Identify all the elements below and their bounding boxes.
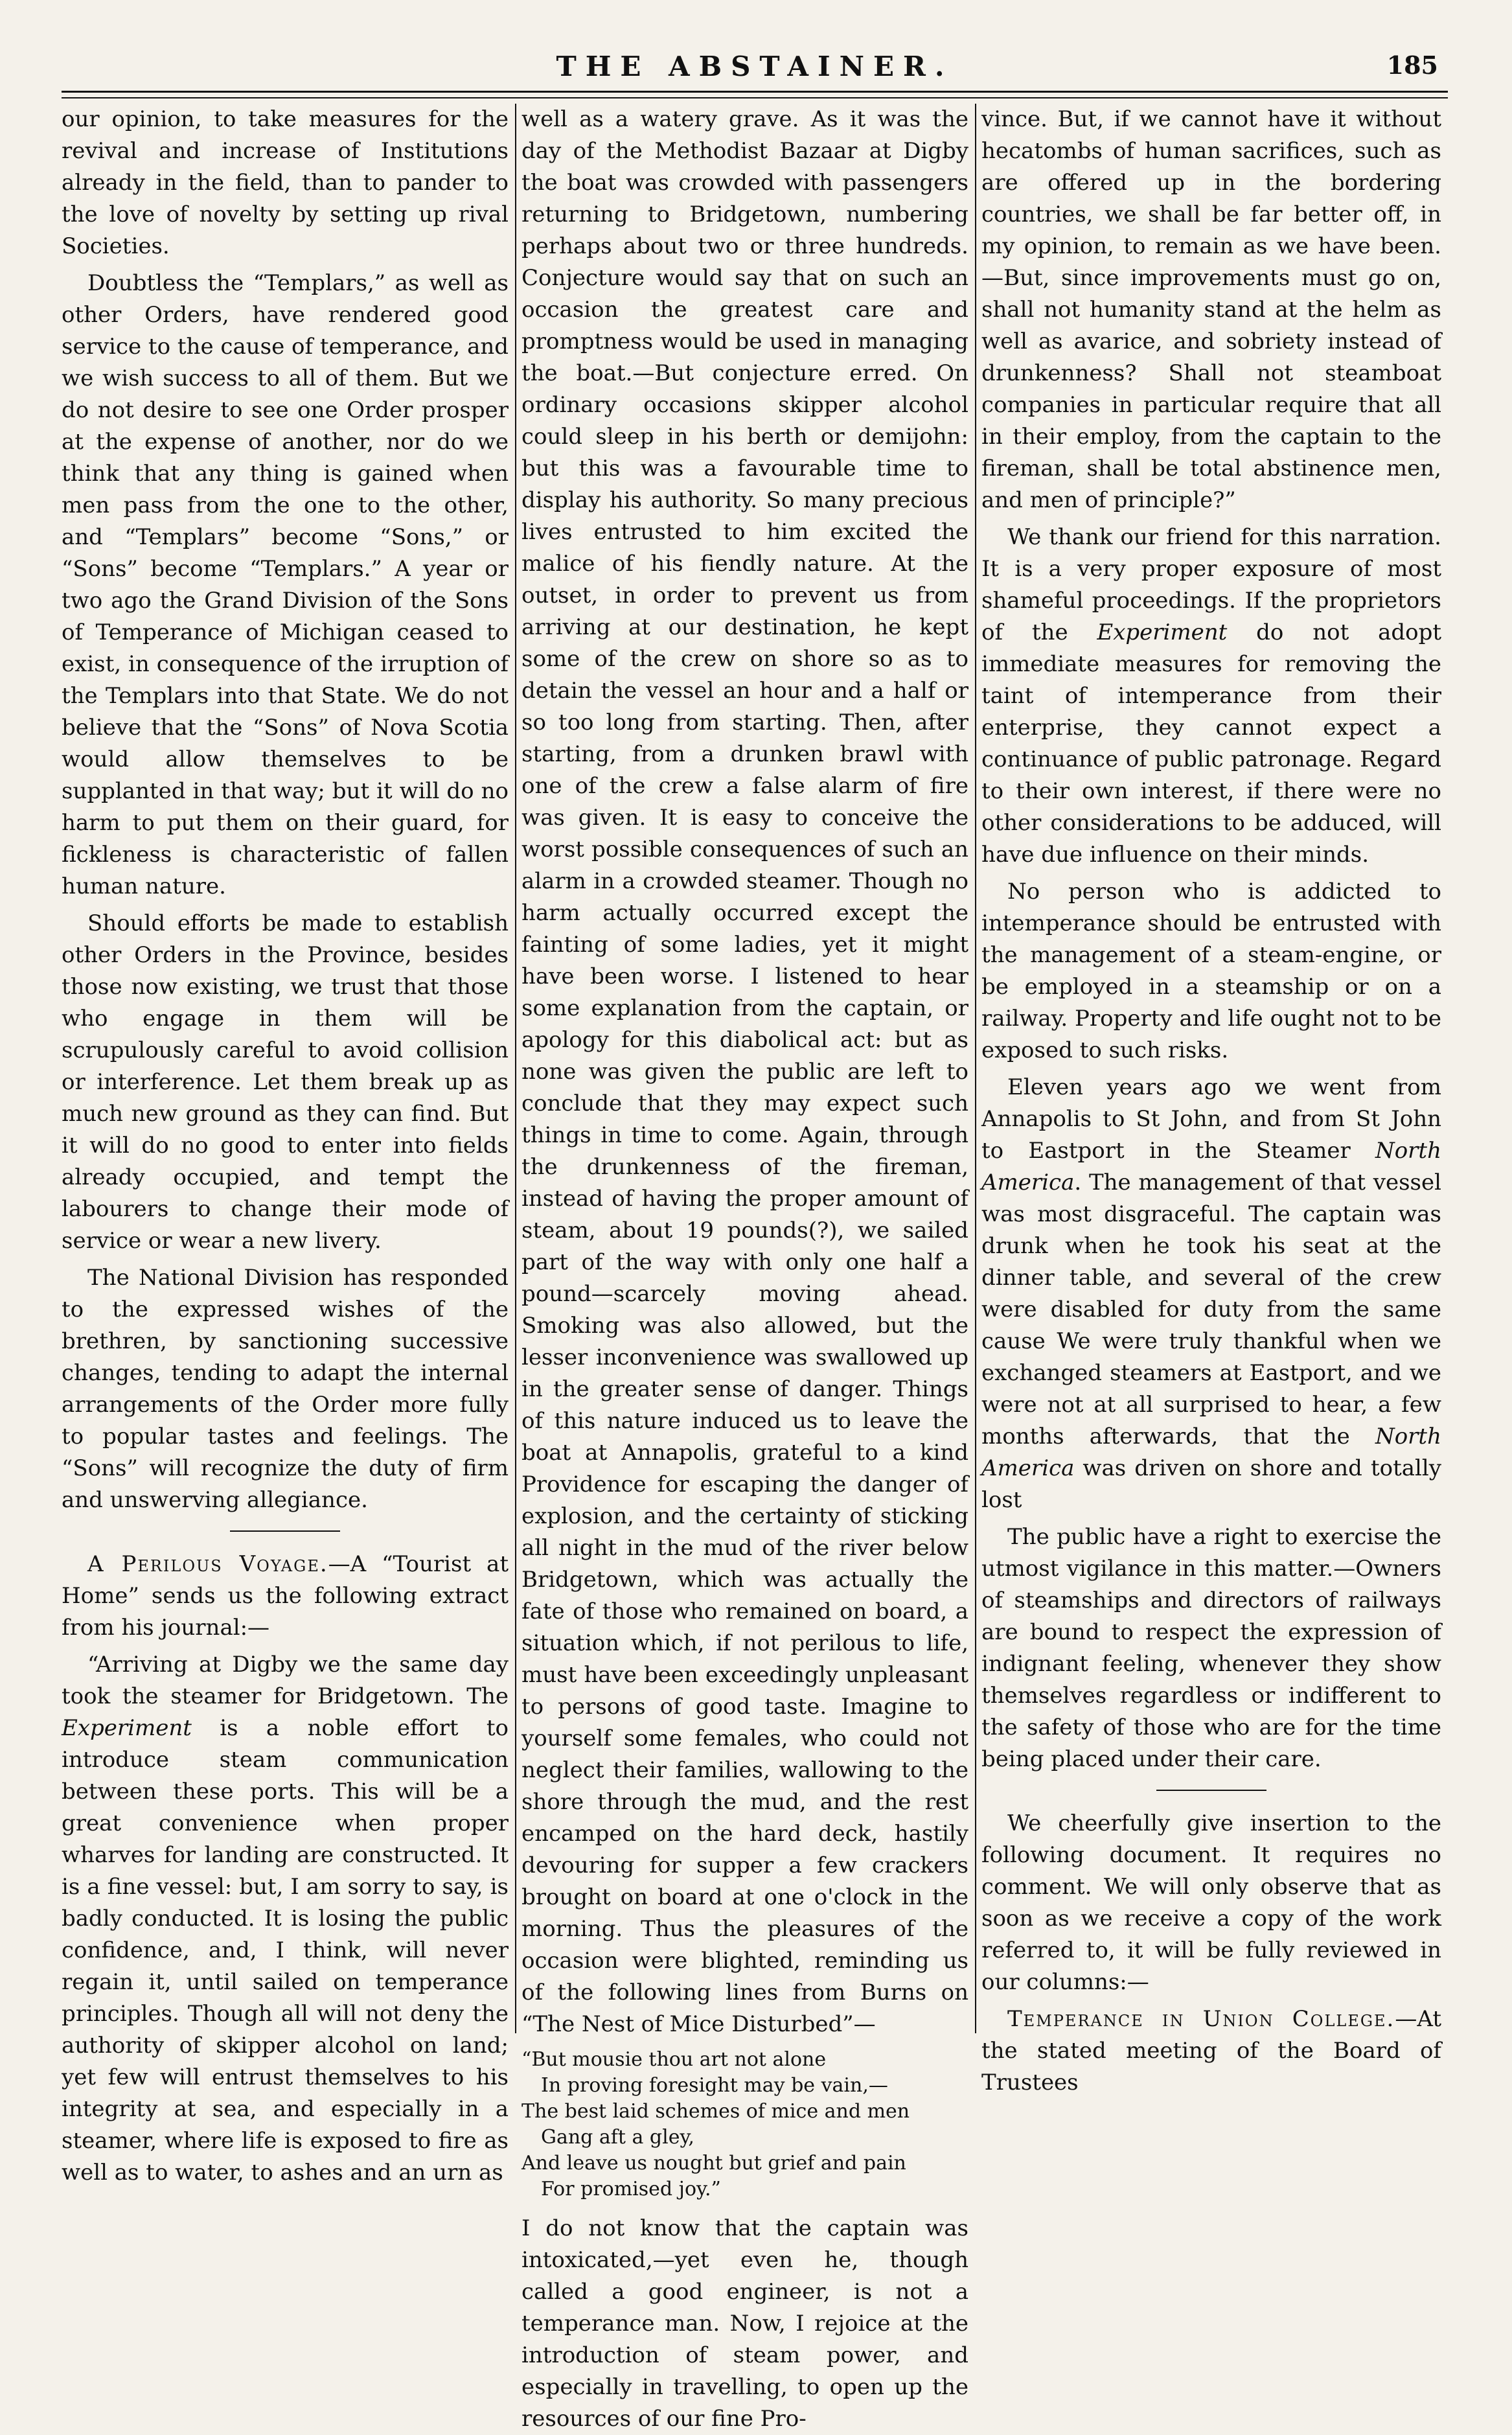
col3-paragraph-6: We cheerfully give insertion to the following document. It requires no comment. We will only observe that as soon as we receive a copy of the work referred to, it will be fully reviewed in our columns:— [981,1810,1441,1995]
newspaper-title: THE ABSTAINER. [556,51,954,82]
col2-paragraph-1: well as a watery grave. As it was the day of the Methodist Bazaar at Digby the boat was crowded with passengers returning to Bridgetown, numbering perhaps about two or three hundreds. Conjecture would say that on such an occasion the greatest care and promptness would be used in managing the boat.—But conjecture erred. On ordinary occasions skipper alcohol could sleep in his berth or demijohn: but this was a favourable time to display his authority. So many precious lives entrusted to him excited the malice of his fiendly nature. At the outset, in order to prevent us from arriving at our destination, he kept some of the crew on shore so as to detain the vessel an hour and a half or so too long from starting. Then, after starting, from a drunken brawl with one of the crew a false alarm of fire was given. It is easy to conceive the worst possible consequences of such an alarm in a crowded steamer. Though no harm actually occurred except the fainting of some ladies, yet it might have been worse. I listened to hear some explanation from the captain, or apology for this diabolical act: but as none was given the public are left to conclude that they may expect such things in time to come. Again, through the drunkenness of the fireman, instead of having the proper amount of steam, about 19 pounds(?), we sailed part of the way with only one half a pound—scarcely moving ahead. Smoking was also allowed, but the lesser inconvenience was swallowed up in the greater sense of danger. Things of this nature induced us to leave the boat at Annapolis, grateful to a kind Providence for escaping the danger of explosion, and the certainty of sticking all night in the mud of the river below Bridgetown, which was actually the fate of those who remained on board, a situation which, if not perilous to life, must have been exceedingly unpleasant to persons of good taste. Imagine to yourself some females, who could not neglect their families, wallowing to the shore through the mud, and the rest encamped on the hard deck, hastily devouring for supper a few crackers brought on board at one o'clock in the morning. Thus the pleasures of the occasion were blighted, reminding us of the following lines from Burns on “The Nest of Mice Disturbed”— [521,106,968,2037]
col3-p4-end: was driven on shore and totally lost [981,1455,1441,1513]
col3-p2-end: do not adopt immediate measures for removing the taint of intemperance from their enterprise, they cannot expect a continuance of public patronage. Regard to their own interest, if there were no other considerations to be adduced, will have due influence on their minds. [981,619,1441,868]
poem-line: The best laid schemes of mice and men [521,2100,910,2123]
col1-paragraph-4: The National Division has responded to the expressed wishes of the brethren, by sanctioning successive changes, tending to adapt the internal arrangements of the Order more fully to popular tastes and feelings. The “Sons” will recognize the duty of firm and unswerving allegiance. [62,1265,509,1513]
perilous-voyage-intro-text: —A “Tourist at Home” sends us the following extract from his journal:— [62,1551,509,1641]
col2-paragraph-2: I do not know that the captain was intoxicated,—yet even he, though called a good engineer, is not a temperance man. Now, I rejoice at the introduction of steam power, and especially in travelling, to open up the resources of our fine Pro- [521,2215,968,2432]
col3-paragraph-2 [981,522,1441,871]
col1-paragraph-3: Should efforts be made to establish other Orders in the Province, besides those now existing, we trust that those who engage in them will be scrupulously careful to avoid collision or interference. Let them break up as much new ground as they can find. But it will do no good to enter into fields already occupied, and tempt the labourers to change their mode of service or wear a new livery. [62,910,509,1254]
union-college-intro [981,2003,1441,2099]
column-2 [521,104,968,2432]
col3-paragraph-4 [981,1072,1441,1516]
header-rule [62,91,1448,93]
col1-paragraph-6 [62,1649,509,2189]
section-separator [1156,1790,1266,1791]
col3-p4-middle: . The management of that vessel was most disgraceful. The captain was drunk when he took his seat at the dinner table, and several of the crew were disabled for duty from the same cause We were truly thankful when we exchanged steamers at Eastport, and we were not at all surprised to hear, a few months afterwards, that the [981,1170,1441,1449]
col1-p6-start: “Arriving at Digby we the same day took the steamer for Bridgetown. The [62,1652,509,1709]
column-1 [62,104,509,2186]
burns-poem [521,2047,968,2202]
col3-p4-vessel-name: North America [981,1138,1441,1195]
column-3 [981,104,1441,2095]
col1-p6-vessel-name: Experiment [62,1715,192,1741]
section-separator [230,1530,340,1532]
col3-paragraph-1: vince. But, if we cannot have it without hecatombs of human sacrifices, such as are offered up in the bordering countries, we shall be far better off, in my opinion, to remain as we have been.—But, since improvements must go on, shall not humanity stand at the helm as well as avarice, and sobriety instead of drunkenness? Shall not steamboat companies in particular require that all in their employ, from the captain to the fireman, shall be total abstinence men, and men of principle?” [981,106,1441,513]
poem-line: “But mousie thou art not alone [521,2048,827,2071]
column-divider-2 [975,104,976,2033]
union-college-heading: Temperance in Union College. [1007,2006,1395,2032]
perilous-voyage-intro [62,1549,509,1644]
col3-p2-vessel-name: Experiment [1097,619,1228,645]
col3-paragraph-3: No person who is addicted to intemperance should be entrusted with the management of a steam-engine, or be employed in a steamship or on a railway. Property and life ought not to be exposed to such risks. [981,879,1441,1063]
col1-paragraph-1: our opinion, to take measures for the revival and increase of Institutions already in the field, than to pander to the love of novelty by setting up rival Societies. [62,106,509,259]
poem-line: In proving foresight may be vain,— [541,2074,888,2097]
col3-p4-start: Eleven years ago we went from Annapolis to St John, and from St John to Eastport in the Steamer [981,1074,1441,1164]
col3-paragraph-5: The public have a right to exercise the utmost vigilance in this matter.—Owners of steamships and directors of railways are bound to respect the expression of indignant feeling, whenever they show themselves regardless or indifferent to the safety of those who are for the time being placed under their care. [981,1524,1441,1772]
page-header [58,51,1451,89]
poem-line: And leave us nought but grief and pain [521,2152,906,2175]
col3-p4-vessel-name-2: North America [981,1424,1441,1481]
col3-p2-start: We thank our friend for this narration. It is a very proper exposure of most shameful proceedings. If the proprietors of the [981,524,1441,645]
column-divider-1 [515,104,516,2033]
col1-paragraph-2: Doubtless the “Templars,” as well as other Orders, have rendered good service to the cause of temperance, and we wish success to all of them. But we do not desire to see one Order prosper at the expense of another, nor do we think that any thing is gained when men pass from the one to the other, and “Templars” become “Sons,” or “Sons” become “Templars.” A year or two ago the Grand Division of the Sons of Temperance of Michigan ceased to exist, in consequence of the irruption of the Templars into that State. We do not believe that the “Sons” of Nova Scotia would allow themselves to be supplanted in that way; but it will do no harm to put them on their guard, for fickleness is characteristic of fallen human nature. [62,270,509,899]
poem-line: For promised joy.” [541,2178,721,2200]
header-rule-secondary [62,97,1448,98]
page-number: 185 [1386,51,1438,80]
poem-line: Gang aft a gley, [541,2126,694,2149]
col1-p6-end: is a noble effort to introduce steam communication between these ports. This will be a great convenience when proper wharves for landing are constructed. It is a fine vessel: but, I am sorry to say, is badly conducted. It is losing the public confidence, and, I think, will never regain it, until sailed on temperance principles. Though all will not deny the authority of skipper alcohol on land; yet few will entrust themselves to his integrity at sea, and especially in a steamer, where life is exposed to fire as well as to water, to ashes and an urn as [62,1715,509,2186]
union-college-intro-text: —At the stated meeting of the Board of Trustees [981,2006,1441,2095]
perilous-voyage-heading: A Perilous Voyage. [87,1551,328,1577]
